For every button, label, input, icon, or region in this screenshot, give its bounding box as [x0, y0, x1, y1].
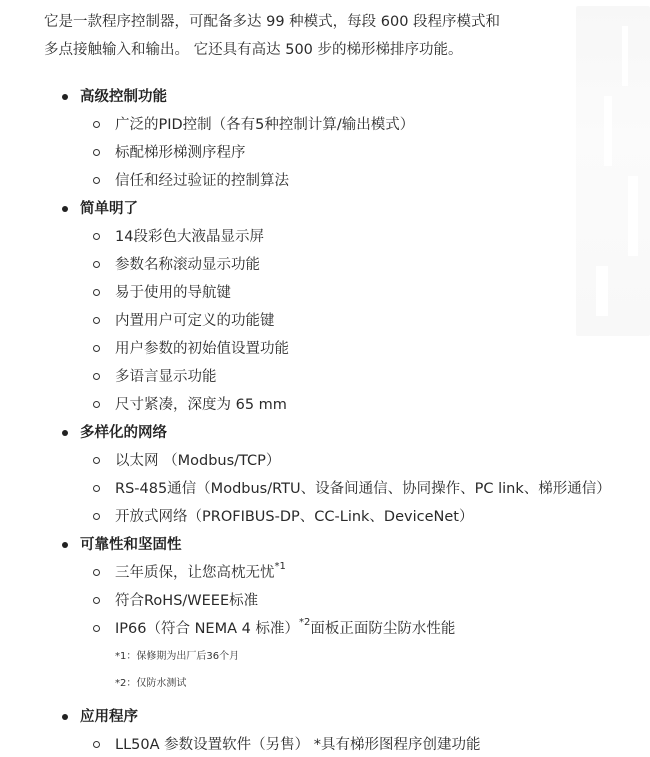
list-item-text: IP66（符合 NEMA 4 标准） — [115, 621, 299, 637]
list-item-text: 三年质保，让您高枕无忧 — [115, 565, 275, 581]
section-simple — [60, 195, 650, 419]
section-title: 简单明了 — [80, 201, 138, 217]
list-item — [60, 503, 650, 531]
section-items — [60, 223, 650, 419]
bullet-circle-icon — [93, 177, 100, 184]
list-item-text: 尺寸紧凑，深度为 65 mm — [115, 397, 287, 413]
list-item — [60, 335, 650, 363]
list-item-text: 面板正面防尘防水性能 — [310, 621, 456, 637]
bullet-dot-icon — [62, 542, 68, 548]
bullet-circle-icon — [93, 121, 100, 128]
list-item-text: 易于使用的导航键 — [115, 285, 231, 301]
section-title: 可靠性和坚固性 — [80, 537, 182, 553]
bullet-circle-icon — [93, 741, 100, 748]
bullet-circle-icon — [93, 569, 100, 576]
list-item-text: 开放式网络（PROFIBUS-DP、CC-Link、DeviceNet） — [115, 509, 474, 525]
list-item-text: 14段彩色大液晶显示屏 — [115, 229, 264, 245]
bullet-dot-icon — [62, 430, 68, 436]
list-item-text: 参数名称滚动显示功能 — [115, 257, 260, 273]
footnote-marker: *2 — [298, 617, 311, 629]
intro-paragraph — [44, 8, 564, 64]
bullet-dot-icon — [62, 206, 68, 212]
list-item — [60, 279, 650, 307]
bullet-circle-icon — [93, 457, 100, 464]
bullet-circle-icon — [93, 317, 100, 324]
list-item-text: RS-485通信（Modbus/RTU、设备间通信、协同操作、PC link、梯形通信） — [115, 481, 611, 497]
section-title: 高级控制功能 — [80, 89, 167, 105]
bullet-circle-icon — [93, 373, 100, 380]
list-item — [60, 307, 650, 335]
list-item-text: 广泛的PID控制（各有5种控制计算/输出模式） — [115, 117, 415, 133]
list-item-text: 符合RoHS/WEEE标准 — [115, 593, 259, 609]
list-item-text: 以太网 （Modbus/TCP） — [115, 453, 281, 469]
list-item — [60, 139, 650, 167]
list-item — [60, 363, 650, 391]
section-reliability — [60, 531, 650, 703]
bullet-circle-icon — [93, 261, 100, 268]
intro-line-2: 多点接触输入和输出。 它还具有高达 500 步的梯形梯排序功能。 — [44, 42, 463, 58]
list-item — [60, 731, 650, 757]
list-item-text: 内置用户可定义的功能键 — [115, 313, 275, 329]
feature-list — [60, 83, 650, 757]
list-item — [60, 559, 650, 587]
list-item — [60, 167, 650, 195]
section-advanced-control — [60, 83, 650, 195]
section-applications — [60, 703, 650, 757]
bullet-circle-icon — [93, 149, 100, 156]
bullet-circle-icon — [93, 233, 100, 240]
section-title: 多样化的网络 — [80, 425, 167, 441]
list-item-text: 多语言显示功能 — [115, 369, 217, 385]
footnote: *1：保修期为出厂后36个月 — [115, 651, 240, 662]
section-items — [60, 559, 650, 643]
list-item — [60, 251, 650, 279]
footnote-marker: *1 — [274, 561, 286, 573]
section-items — [60, 447, 650, 531]
footnote: *2：仅防水测试 — [115, 678, 187, 689]
section-title: 应用程序 — [80, 709, 138, 725]
bullet-circle-icon — [93, 401, 100, 408]
section-network — [60, 419, 650, 531]
bullet-circle-icon — [93, 513, 100, 520]
list-item — [60, 111, 650, 139]
list-item — [60, 391, 650, 419]
list-item — [60, 615, 650, 643]
list-item-text: 标配梯形梯测序程序 — [115, 145, 246, 161]
bullet-circle-icon — [93, 485, 100, 492]
list-item-text: LL50A 参数设置软件（另售） *具有梯形图程序创建功能 — [115, 737, 481, 753]
list-item — [60, 223, 650, 251]
bullet-circle-icon — [93, 345, 100, 352]
list-item — [60, 475, 650, 503]
section-items — [60, 111, 650, 195]
bullet-circle-icon — [93, 625, 100, 632]
list-item — [60, 587, 650, 615]
section-items — [60, 731, 650, 757]
list-item-text: 信任和经过验证的控制算法 — [115, 173, 289, 189]
bullet-dot-icon — [62, 94, 68, 100]
bullet-dot-icon — [62, 714, 68, 720]
bullet-circle-icon — [93, 289, 100, 296]
list-item — [60, 447, 650, 475]
bullet-circle-icon — [93, 597, 100, 604]
intro-line-1: 它是一款程序控制器，可配备多达 99 种模式，每段 600 段程序模式和 — [44, 14, 501, 30]
list-item-text: 用户参数的初始值设置功能 — [115, 341, 289, 357]
